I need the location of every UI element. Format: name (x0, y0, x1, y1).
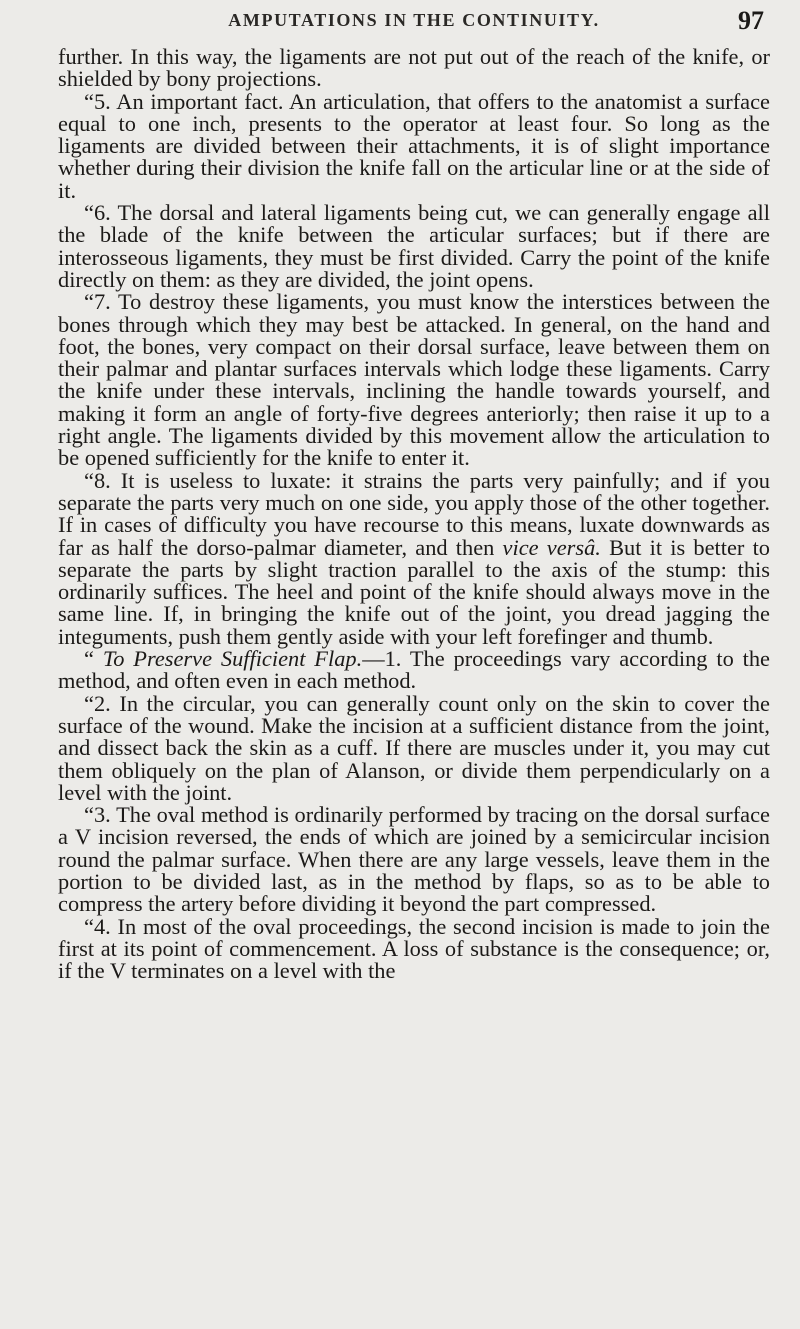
section-heading-italic: To Preserve Sufficient Flap. (102, 646, 363, 672)
paragraph-text: “6. The dorsal and lateral ligaments being cut, we can generally engage all the blade of the knife between the articular surfaces; but if there are interosseous ligaments, they must be first divided. Carry the point of the knife directly on them: as they are divided, the joint opens. (58, 200, 770, 292)
paragraph-text-before: “ (84, 646, 103, 672)
paragraph-text-after: —1. The proceedings vary according to the method, and often even in each method. (58, 646, 770, 694)
body-text (58, 46, 770, 982)
paragraph-text: “2. In the circular, you can generally count only on the skin to cover the surface of the wound. Make the incision at a sufficient distance from the joint, and dissect back the skin as a cuff. If there are muscles under it, you may cut them obliquely on the plan of Alanson, or divide them perpendicularly on a level with the joint. (58, 690, 770, 805)
paragraph-point-3 (58, 804, 770, 915)
italic-phrase: vice versâ. (502, 534, 601, 560)
paragraph-text: further. In this way, the ligaments are not put out of the reach of the knife, or shielded by bony projections. (58, 44, 770, 92)
paragraph-text: “3. The oval method is ordinarily performed by tracing on the dorsal surface a V incision reversed, the ends of which are joined by a semicircular incision round the palmar surface. When there are any large vessels, leave them in the portion to be divided last, as in the method by flaps, so as to be able to compress the artery before dividing it beyond the part compressed. (58, 802, 770, 917)
paragraph-point-4 (58, 913, 770, 984)
running-head (58, 6, 770, 46)
running-title: AMPUTATIONS IN THE CONTINUITY. (228, 10, 600, 30)
paragraph-point-7 (58, 291, 770, 469)
paragraph-point-5 (58, 88, 770, 203)
paragraph-point-6 (58, 202, 770, 291)
paragraph-point-8 (58, 467, 770, 649)
page-number: 97 (738, 6, 764, 35)
paragraph-text: “5. An important fact. An articulation, that offers to the anatomist a surface equal to one inch, presents to the operator at least four. So long as the ligaments are divided between their attachments, it is of slight importance whether during their division the knife fall on the articular line or at the side of it. (58, 88, 770, 203)
paragraph-text-before: “8. It is useless to luxate: it strains the parts very painfully; and if you separate the parts very much on one side, you apply those of the other together. If in cases of difficulty you have recourse to this means, luxate downwards as far as half the dorso-palmar diameter, and then (58, 467, 770, 560)
paragraph-text: “4. In most of the oval proceedings, the second incision is made to join the first at its point of commencement. A loss of substance is the consequence; or, if the V terminates on a level with the (58, 913, 770, 984)
paragraph-text: “7. To destroy these ligaments, you must know the interstices between the bones through which they may best be attacked. In general, on the hand and foot, the bones, very compact on their dorsal surface, leave between them on their palmar and plantar surfaces intervals which lodge these ligaments. Carry the knife under these intervals, inclining the handle towards yourself, and making it form an angle of forty-five degrees anteriorly; then raise it up to a right angle. The ligaments divided by this movement allow the articulation to be opened sufficiently for the knife to enter it. (58, 289, 770, 471)
paragraph-point-2 (58, 690, 770, 805)
paragraph-continuation (58, 46, 770, 91)
paragraph-flap-heading (58, 648, 770, 693)
paragraph-text-after: But it is better to separate the parts by slight traction parallel to the axis of the stump: this ordinarily suffices. The heel and point of the knife should always move in the same line. If, in bringing the knife out of the joint, you dread jagging the integuments, push them gently aside with your left forefinger and thumb. (58, 534, 770, 649)
